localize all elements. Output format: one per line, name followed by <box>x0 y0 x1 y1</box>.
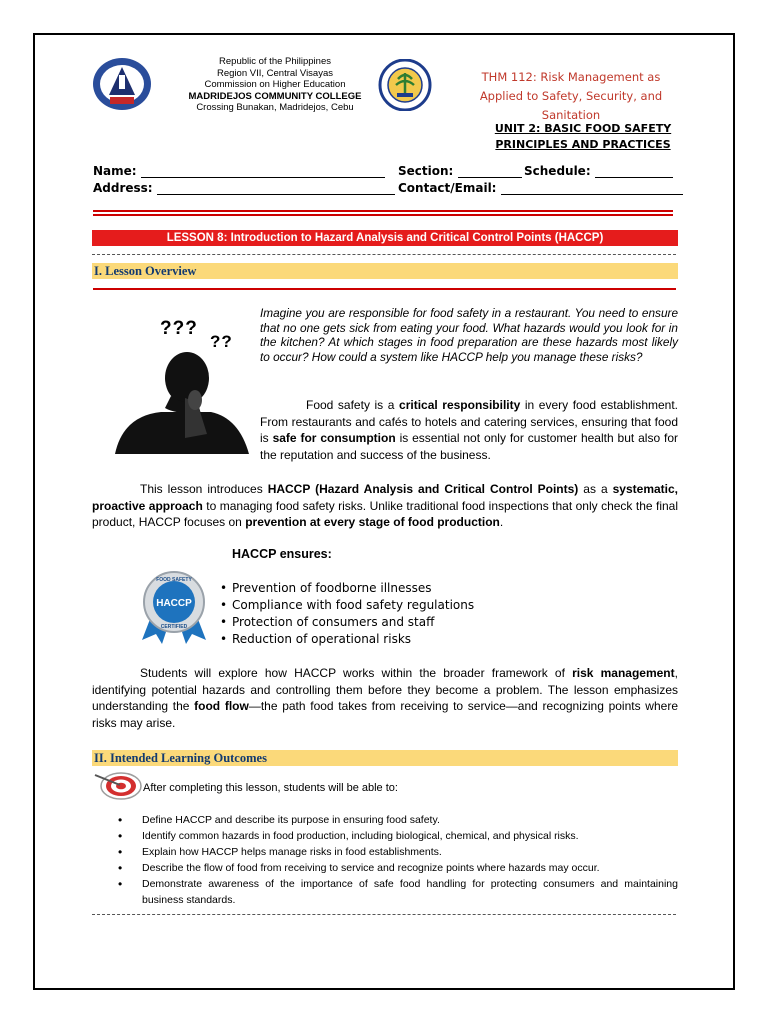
thinking-person-icon <box>115 342 255 454</box>
address-line[interactable] <box>157 183 395 195</box>
list-item-text: Compliance with food safety regulations <box>232 598 475 612</box>
text: This lesson introduces <box>140 482 268 496</box>
overview-paragraph-3 <box>92 665 678 731</box>
list-item: • Identify common hazards in food production, including biological, chemical, and physical risks. <box>112 828 678 844</box>
list-item: • Define HACCP and describe its purpose in ensuring food safety. <box>112 812 678 828</box>
name-line[interactable] <box>141 166 385 178</box>
badge-label: HACCP <box>156 598 192 609</box>
header-line: Commission on Higher Education <box>204 79 346 90</box>
text-bold: critical responsibility <box>399 398 521 412</box>
college-logo <box>92 57 152 111</box>
name-field[interactable] <box>93 164 385 178</box>
question-marks-small: ?? <box>210 332 233 351</box>
intro-scenario: Imagine you are responsible for food safety in a restaurant. You need to ensure that no one gets sick from eating your food. What hazards would you look for in the kitchen? At which stages in food preparation are these hazards most likely to occur? How could a system like HACCP help you manage these risks? <box>260 306 678 364</box>
address-label: Address: <box>93 181 153 195</box>
text-bold: food flow <box>194 699 249 713</box>
section-line[interactable] <box>458 166 522 178</box>
list-item: • Compliance with food safety regulations <box>220 598 475 612</box>
haccp-certified-badge-icon <box>138 570 210 646</box>
target-icon <box>93 771 143 801</box>
course-title: THM 112: Risk Management as Applied to Safety, Security, and Sanitation <box>479 70 663 122</box>
text: . <box>499 515 504 529</box>
section-label: Section: <box>398 164 454 178</box>
text-bold: systematic, proactive approach <box>92 482 678 513</box>
header-line: Crossing Bunakan, Madridejos, Cebu <box>196 102 354 113</box>
address-field[interactable] <box>93 181 395 195</box>
contact-label: Contact/Email: <box>398 181 497 195</box>
badge-top-text: FOOD SAFETY <box>156 577 192 583</box>
contact-field[interactable] <box>398 181 683 195</box>
institution-header <box>170 56 380 114</box>
contact-line[interactable] <box>501 183 683 195</box>
text: , identifying potential hazards and controlling them before they become a problem. The lesson emphasizes understanding the <box>92 666 678 713</box>
list-item: • Demonstrate awareness of the importance of safe food handling for protecting consumers and maintaining business standards. <box>112 876 678 908</box>
list-item-text: Prevention of foodborne illnesses <box>232 581 432 595</box>
red-divider <box>93 214 673 216</box>
text-bold: HACCP (Hazard Analysis and Critical Control Points) <box>267 482 579 496</box>
red-divider <box>93 210 673 212</box>
text: —the path food takes from receiving to service—and recognizing points where risks may arise. <box>92 699 678 730</box>
unit-title <box>490 121 676 153</box>
badge-bottom-text: CERTIFIED <box>160 624 188 630</box>
college-name: MADRIDEJOS COMMUNITY COLLEGE <box>188 90 362 102</box>
schedule-field[interactable] <box>524 164 673 178</box>
text: to managing food safety risks. Unlike traditional food inspections that only check the final product, HACCP focuses on <box>92 498 678 529</box>
question-marks: ??? <box>160 318 198 339</box>
name-label: Name: <box>93 164 137 178</box>
municipal-seal <box>378 59 432 111</box>
list-item-text: Protection of consumers and staff <box>232 615 435 629</box>
text: is essential not only for customer health but also for the reputation and success of the business. <box>260 431 679 462</box>
overview-paragraph-1 <box>260 397 678 463</box>
header-line: Republic of the Philippines <box>219 56 331 67</box>
learning-outcomes-heading: II. Intended Learning Outcomes <box>92 750 678 766</box>
list-item: • Describe the flow of food from receiving to service and recognize points where hazards may occur. <box>112 860 678 876</box>
lesson-overview-heading: I. Lesson Overview <box>92 263 678 279</box>
list-item: • Reduction of operational risks <box>220 632 412 646</box>
header-line: Region VII, Central Visayas <box>217 67 333 79</box>
dashed-divider <box>92 254 676 255</box>
lesson-title: LESSON 8: Introduction to Hazard Analysis and Critical Control Points (HACCP) <box>92 230 678 246</box>
learning-outcomes-list <box>112 812 678 908</box>
haccp-ensures-heading: HACCP ensures: <box>232 547 332 561</box>
text-bold: prevention at every stage of food production <box>245 515 500 529</box>
text: Food safety is a <box>306 398 400 412</box>
unit-title-text: UNIT 2: BASIC FOOD SAFETY PRINCIPLES AND PRACTICES <box>494 122 672 151</box>
text: Students will explore how HACCP works within the broader framework of <box>140 666 573 680</box>
red-divider <box>93 288 676 290</box>
overview-paragraph-2 <box>92 481 678 531</box>
outcomes-intro: After completing this lesson, students will be able to: <box>143 782 398 794</box>
text-bold: risk management <box>572 666 675 680</box>
schedule-label: Schedule: <box>524 164 591 178</box>
text: in every food establishment. From restaurants and cafés to hotels and catering services, ensuring that food is <box>260 398 679 445</box>
text: as a <box>578 482 613 496</box>
list-item-text: Reduction of operational risks <box>232 632 412 646</box>
list-item: • Explain how HACCP helps manage risks in food establishments. <box>112 844 678 860</box>
schedule-line[interactable] <box>595 166 673 178</box>
dashed-divider <box>92 914 676 915</box>
text-bold: safe for consumption <box>272 431 396 445</box>
list-item: • Prevention of foodborne illnesses <box>220 581 432 595</box>
list-item: • Protection of consumers and staff <box>220 615 435 629</box>
section-field[interactable] <box>398 164 522 178</box>
haccp-ensures-list <box>220 580 474 648</box>
